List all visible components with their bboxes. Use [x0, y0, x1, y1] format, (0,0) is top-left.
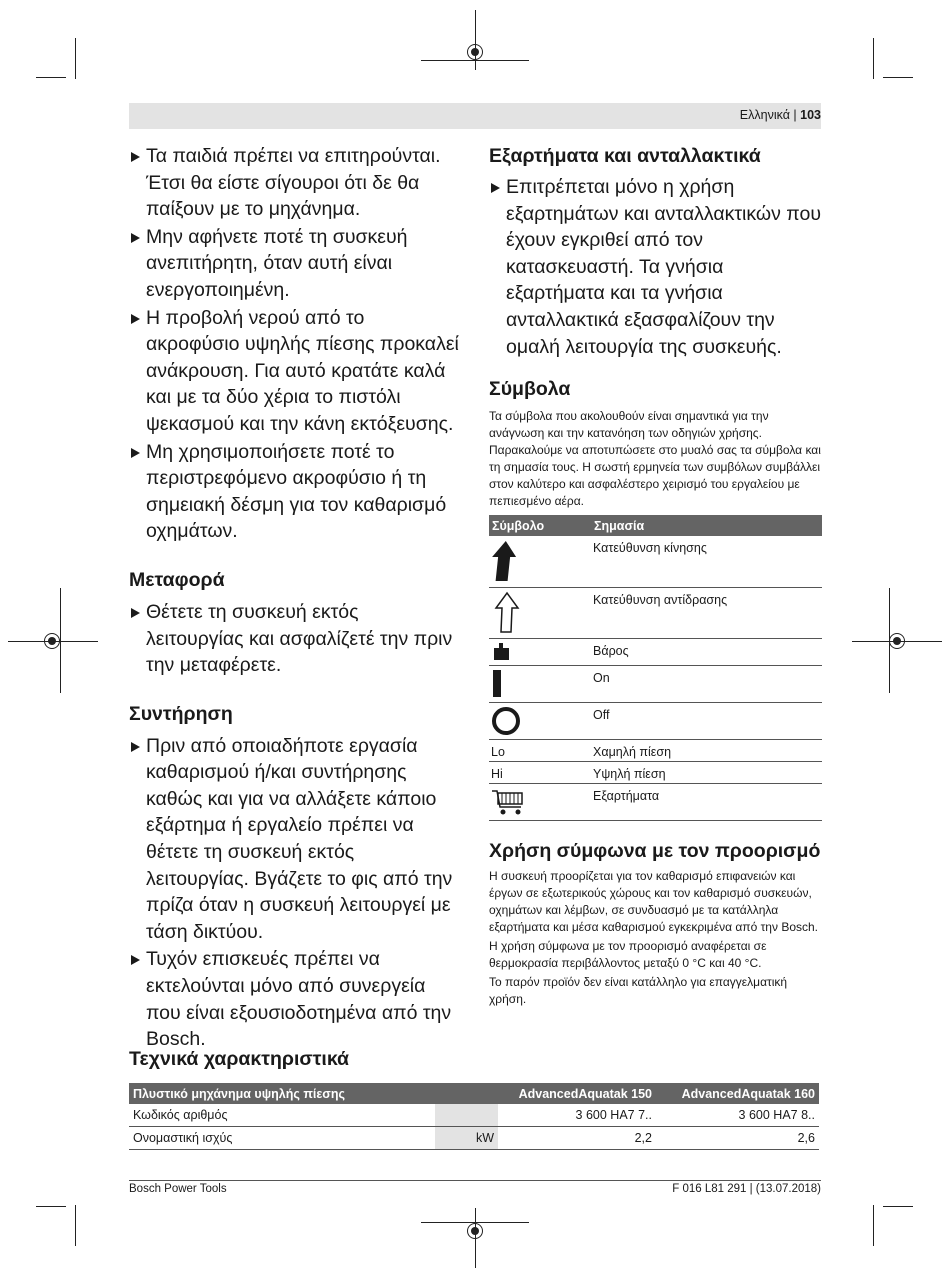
list-item: Μη χρησιμοποιήσετε ποτέ το περιστρεφόμενο ακροφύσιο ή τη σημειακή δέσμη για τον καθαρισμό οχημάτων.	[129, 439, 459, 545]
symbols-table	[489, 515, 822, 821]
list-item: Πριν από οποιαδήποτε εργασία καθαρισμού ή/και συντήρησης καθώς και για να αλλάξετε κάποιο εξάρτημα ή εργαλείο πρέπει να θέτετε τη συσκευή εκτός λειτουργίας. Βγάζετε το φις από την πρίζα όταν η συσκευή λειτουργεί με τάση δικτύου.	[129, 733, 459, 946]
list-item: Τυχόν επισκευές πρέπει να εκτελούνται μόνο από συνεργεία που είναι εξουσιοδοτημένα από την Bosch.	[129, 946, 459, 1052]
bullet-triangle-icon	[131, 152, 140, 162]
right-column	[489, 143, 822, 510]
footer-rule	[129, 1180, 821, 1181]
table-row: Κατεύθυνση κίνησης	[489, 536, 822, 587]
footer-right: F 016 L81 291 | (13.07.2018)	[672, 1183, 821, 1195]
intended-use-section	[489, 838, 822, 1008]
table-row: Hi Υψηλή πίεση	[489, 761, 822, 783]
header-band	[129, 103, 821, 129]
table-row: On	[489, 665, 822, 702]
model-150-header: AdvancedAquatak 150	[498, 1083, 656, 1104]
technical-heading: Τεχνικά χαρακτηριστικά	[129, 1048, 350, 1070]
list-item: Θέτετε τη συσκευή εκτός λειτουργίας και ασφαλίζετέ την πριν την μεταφέρετε.	[129, 599, 459, 679]
bullet-triangle-icon	[131, 608, 140, 618]
registration-mark-top	[467, 44, 483, 60]
table-row: Κατεύθυνση αντίδρασης	[489, 587, 822, 638]
col-symbol-header: Σύμβολο	[489, 515, 591, 536]
maintenance-heading: Συντήρηση	[129, 702, 233, 725]
model-160-header: AdvancedAquatak 160	[656, 1083, 819, 1104]
table-row: Lo Χαμηλή πίεση	[489, 739, 822, 761]
arrow-reaction-icon	[491, 591, 521, 635]
table-header-row	[489, 515, 822, 536]
bullet-triangle-icon	[131, 448, 140, 458]
left-column	[129, 143, 459, 1054]
transport-heading: Μεταφορά	[129, 568, 225, 591]
registration-mark-bottom	[467, 1223, 483, 1239]
list-item: Η προβολή νερού από το ακροφύσιο υψηλής πίεσης προκαλεί ανάκρουση. Για αυτό κρατάτε καλά και με τα δύο χέρια το πιστόλι ψεκασμού και την κάνη εκτόξευσης.	[129, 305, 459, 438]
page-header: Ελληνικά | 103	[739, 108, 821, 122]
registration-mark-right	[889, 633, 905, 649]
col-meaning-header: Σημασία	[591, 515, 822, 536]
table-header-row	[129, 1083, 819, 1104]
tech-header-label: Πλυστικό μηχάνημα υψηλής πίεσης	[129, 1083, 498, 1104]
accessories-heading: Εξαρτήματα και ανταλλακτικά	[489, 145, 761, 167]
off-icon	[491, 706, 523, 736]
footer-left: Bosch Power Tools	[129, 1183, 227, 1195]
intended-use-paragraph: Η χρήση σύμφωνα με τον προορισμό αναφέρεται σε θερμοκρασία περιβάλλοντος μεταξύ 0 °C και 40 °C.	[489, 939, 767, 970]
symbols-heading: Σύμβολα	[489, 378, 571, 401]
technical-table	[129, 1083, 819, 1150]
page-number: 103	[800, 108, 821, 122]
intended-use-paragraph: Η συσκευή προορίζεται για τον καθαρισμό επιφανειών και έργων σε εξωτερικούς χώρους και τον καθαρισμό συσκευών, οχημάτων και λέμβων, σε συνδυασμό με τα κατάλληλα εξαρτήματα και μέσα καθαρισμού εγκεκριμένα από την Bosch.	[489, 869, 819, 934]
table-row: Βάρος	[489, 638, 822, 665]
bullet-triangle-icon	[131, 314, 140, 324]
list-item: Επιτρέπεται μόνο η χρήση εξαρτημάτων και ανταλλακτικών που έχουν εγκριθεί από τον κατασκευαστή. Τα γνήσια εξαρτήματα και τα γνήσια ανταλλακτικά εξασφαλίζουν την ομαλή λειτουργία της συσκευής.	[489, 174, 822, 360]
list-item: Μην αφήνετε ποτέ τη συσκευή ανεπιτήρητη, όταν αυτή είναι ενεργοποιημένη.	[129, 224, 459, 304]
cart-icon	[491, 787, 527, 817]
weight-icon	[491, 642, 513, 662]
arrow-movement-icon	[491, 539, 521, 583]
bullet-triangle-icon	[491, 183, 500, 193]
bullet-triangle-icon	[131, 233, 140, 243]
intended-use-paragraph: Το παρόν προϊόν δεν είναι κατάλληλο για επαγγελματική χρήση.	[489, 975, 788, 1006]
table-row: Κωδικός αριθμός 3 600 HA7 7.. 3 600 HA7 8..	[129, 1104, 819, 1127]
on-icon	[491, 669, 505, 699]
table-row: Off	[489, 702, 822, 739]
symbols-intro: Τα σύμβολα που ακολουθούν είναι σημαντικά για την ανάγνωση και την κατανόηση των οδηγιών χρήσης. Παρακαλούμε να αποτυπώσετε στο μυαλό σας τα σύμβολα και τη σημασία τους. Η σωστή ερμηνεία των συμβόλων συμβάλλει στον καλύτερο και ασφαλέστερο χειρισμό του εργαλείου με πεπιεσμένο αέρα.	[489, 409, 821, 509]
header-language: Ελληνικά	[739, 108, 790, 122]
bullet-triangle-icon	[131, 955, 140, 965]
registration-mark-left	[44, 633, 60, 649]
intended-use-heading: Χρήση σύμφωνα με τον προορισμό	[489, 840, 821, 862]
bullet-triangle-icon	[131, 742, 140, 752]
list-item: Τα παιδιά πρέπει να επιτηρούνται. Έτσι θα είστε σίγουροι ότι δε θα παίξουν με το μηχάνημα.	[129, 143, 459, 223]
table-row: Εξαρτήματα	[489, 783, 822, 820]
table-row: Ονομαστική ισχύς kW 2,2 2,6	[129, 1127, 819, 1150]
